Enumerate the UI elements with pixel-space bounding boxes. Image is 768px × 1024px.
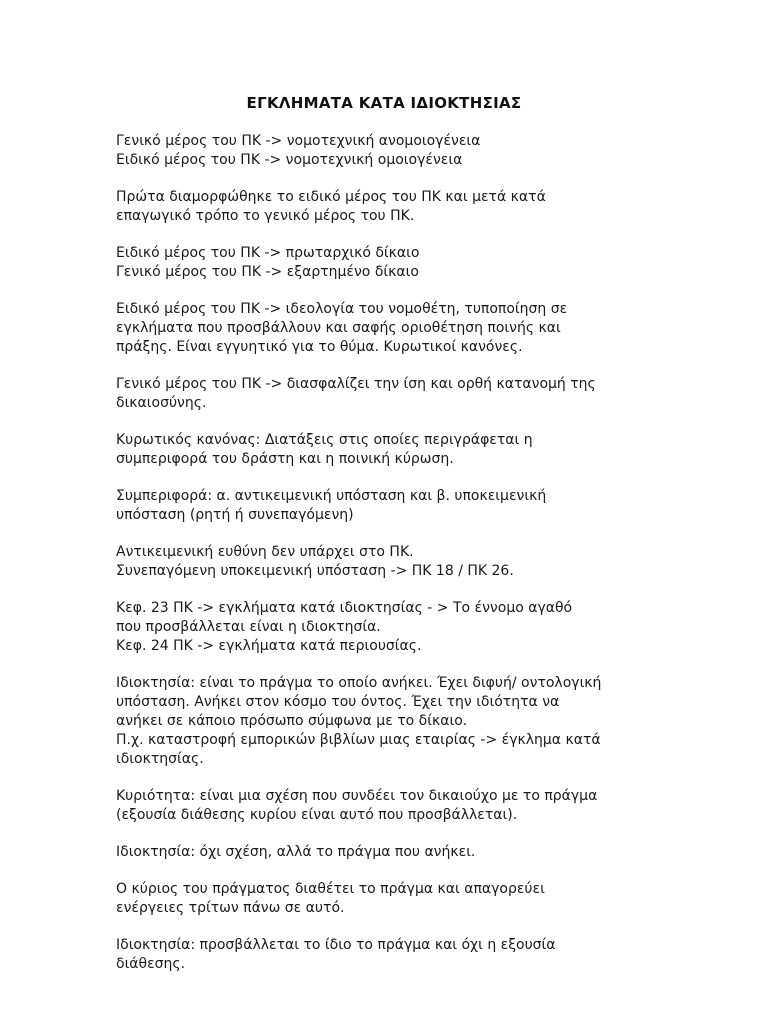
text-line: συμπεριφορά του δράστη και η ποινική κύρωση. bbox=[116, 451, 454, 467]
text-line: που προσβάλλεται είναι η ιδιοκτησία. bbox=[116, 619, 381, 635]
text-line: Πρώτα διαμορφώθηκε το ειδικό μέρος του ΠΚ και μετά κατά bbox=[116, 189, 546, 205]
text-line: ιδιοκτησίας. bbox=[116, 751, 204, 767]
text-line: (εξουσία διάθεσης κυρίου είναι αυτό που προσβάλλεται). bbox=[116, 807, 518, 823]
text-line: υπόσταση (ρητή ή συνεπαγόμενη) bbox=[116, 507, 354, 523]
text-line: Γενικό μέρος του ΠΚ -> εξαρτημένο δίκαιο bbox=[116, 264, 419, 280]
text-line: ανήκει σε κάποιο πρόσωπο σύμφωνα με το δίκαιο. bbox=[116, 713, 468, 729]
text-line: Ιδιοκτησία: προσβάλλεται το ίδιο το πράγμα και όχι η εξουσία bbox=[116, 937, 556, 953]
text-line: Ιδιοκτησία: όχι σχέση, αλλά το πράγμα που ανήκει. bbox=[116, 844, 476, 860]
paragraph bbox=[116, 674, 676, 769]
paragraph bbox=[116, 936, 676, 974]
text-line: Ο κύριος του πράγματος διαθέτει το πράγμα και απαγορεύει bbox=[116, 881, 545, 897]
text-line: διάθεσης. bbox=[116, 956, 186, 972]
text-line: εγκλήματα που προσβάλλουν και σαφής οριοθέτηση ποινής και bbox=[116, 320, 561, 336]
text-line: επαγωγικό τρόπο το γενικό μέρος του ΠΚ. bbox=[116, 208, 415, 224]
paragraph bbox=[116, 487, 676, 525]
paragraph bbox=[116, 244, 676, 282]
paragraph bbox=[116, 543, 676, 581]
text-line: Συμπεριφορά: α. αντικειμενική υπόσταση και β. υποκειμενική bbox=[116, 488, 547, 504]
paragraph bbox=[116, 188, 676, 226]
text-line: Κυρωτικός κανόνας: Διατάξεις στις οποίες περιγράφεται η bbox=[116, 432, 533, 448]
document-body bbox=[116, 132, 676, 992]
text-line: Ειδικό μέρος του ΠΚ -> ιδεολογία του νομοθέτη, τυποποίηση σε bbox=[116, 301, 568, 317]
text-line: ενέργειες τρίτων πάνω σε αυτό. bbox=[116, 900, 345, 916]
paragraph bbox=[116, 787, 676, 825]
text-line: Αντικειμενική ευθύνη δεν υπάρχει στο ΠΚ. bbox=[116, 544, 414, 560]
paragraph bbox=[116, 880, 676, 918]
text-line: Ιδιοκτησία: είναι το πράγμα το οποίο ανήκει. Έχει διφυή/ οντολογική bbox=[116, 675, 602, 691]
paragraph bbox=[116, 843, 676, 862]
paragraph bbox=[116, 300, 676, 357]
document-title: ΕΓΚΛΗΜΑΤΑ ΚΑΤΑ ΙΔΙΟΚΤΗΣΙΑΣ bbox=[246, 94, 522, 112]
paragraph bbox=[116, 599, 676, 656]
paragraph bbox=[116, 375, 676, 413]
text-line: Κεφ. 23 ΠΚ -> εγκλήματα κατά ιδιοκτησίας - > Το έννομο αγαθό bbox=[116, 600, 573, 616]
text-line: δικαιοσύνης. bbox=[116, 395, 207, 411]
text-line: Γενικό μέρος του ΠΚ -> νομοτεχνική ανομοιογένεια bbox=[116, 133, 481, 149]
text-line: Κυριότητα: είναι μια σχέση που συνδέει τον δικαιούχο με το πράγμα bbox=[116, 788, 598, 804]
paragraph bbox=[116, 132, 676, 170]
text-line: Ειδικό μέρος του ΠΚ -> νομοτεχνική ομοιογένεια bbox=[116, 152, 463, 168]
text-line: Κεφ. 24 ΠΚ -> εγκλήματα κατά περιουσίας. bbox=[116, 638, 422, 654]
text-line: πράξης. Είναι εγγυητικό για το θύμα. Κυρωτικοί κανόνες. bbox=[116, 339, 523, 355]
text-line: Π.χ. καταστροφή εμπορικών βιβλίων μιας εταιρίας -> έγκλημα κατά bbox=[116, 732, 601, 748]
text-line: Ειδικό μέρος του ΠΚ -> πρωταρχικό δίκαιο bbox=[116, 245, 420, 261]
text-line: υπόσταση. Ανήκει στον κόσμο του όντος. Έχει την ιδιότητα να bbox=[116, 694, 560, 710]
text-line: Γενικό μέρος του ΠΚ -> διασφαλίζει την ίση και ορθή κατανομή της bbox=[116, 376, 596, 392]
text-line: Συνεπαγόμενη υποκειμενική υπόσταση -> ΠΚ 18 / ΠΚ 26. bbox=[116, 563, 514, 579]
paragraph bbox=[116, 431, 676, 469]
